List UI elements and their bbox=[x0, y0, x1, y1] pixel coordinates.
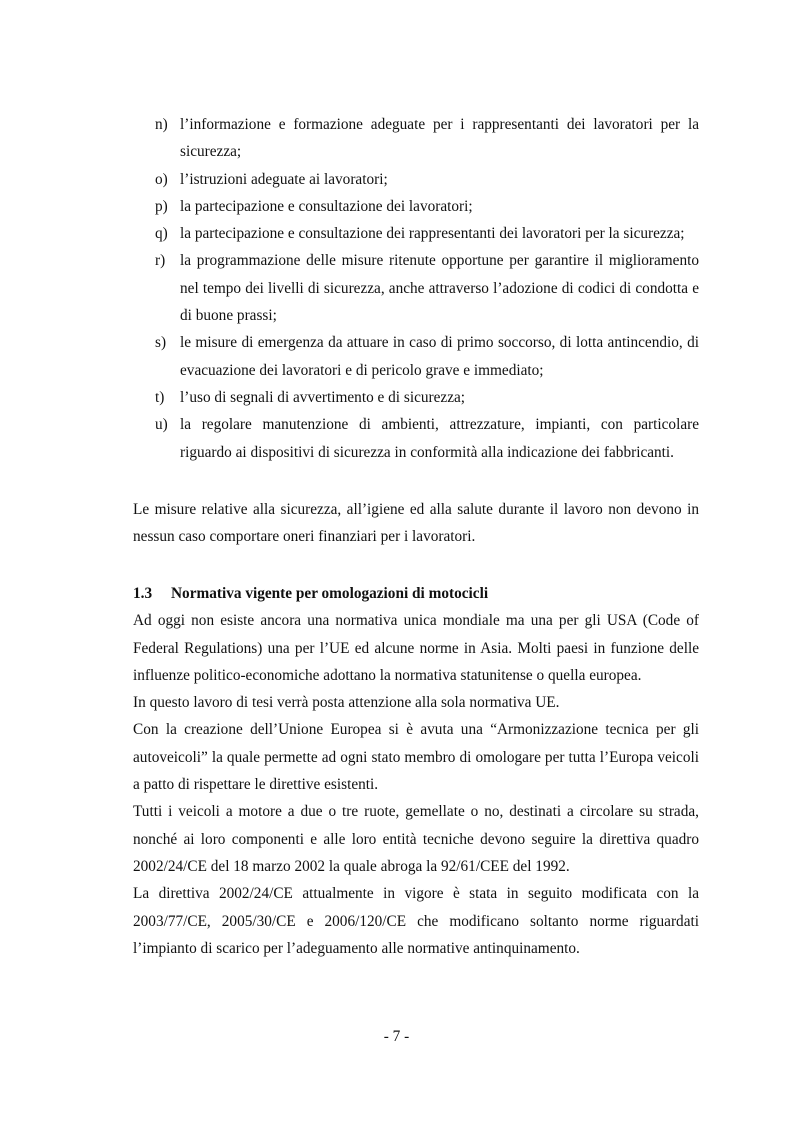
list-item bbox=[133, 166, 699, 193]
measures-list bbox=[133, 111, 699, 466]
list-item-letter: u) bbox=[155, 416, 168, 434]
section-paragraph: Con la creazione dell’Unione Europea si è avuta una “Armonizzazione tecnica per gli autoveicoli” la quale permette ad ogni stato membro di omologare per tutta l’Europa veicoli a patto di rispettare le direttive esistenti. bbox=[133, 721, 699, 794]
list-item bbox=[133, 384, 699, 411]
list-item-letter: p) bbox=[155, 197, 168, 215]
list-item-text: l’uso di segnali di avvertimento e di sicurezza; bbox=[180, 388, 466, 406]
list-item bbox=[133, 193, 699, 220]
closing-paragraph-text: Le misure relative alla sicurezza, all’igiene ed alla salute durante il lavoro non devono in nessun caso comportare oneri finanziari per i lavoratori. bbox=[133, 501, 699, 546]
section-paragraph: Tutti i veicoli a motore a due o tre ruote, gemellate o no, destinati a circolare su strada, nonché ai loro componenti e alle loro entità tecniche devono seguire la direttiva quadro 2002/24/CE del 18 marzo 2002 la quale abroga la 92/61/CEE del 1992. bbox=[133, 803, 699, 875]
list-item-text: l’informazione e formazione adeguate per i rappresentanti dei lavoratori per la sicurezza; bbox=[180, 116, 699, 161]
list-item bbox=[133, 411, 699, 466]
list-item-text: la partecipazione e consultazione dei rappresentanti dei lavoratori per la sicurezza; bbox=[180, 225, 685, 243]
section-paragraph: Ad oggi non esiste ancora una normativa unica mondiale ma una per gli USA (Code of Federal Regulations) una per l’UE ed alcune norme in Asia. Molti paesi in funzione delle influenze politico-economiche adottano la normativa statunitense o quella europea. bbox=[133, 612, 699, 684]
list-item-text: l’istruzioni adeguate ai lavoratori; bbox=[180, 170, 388, 188]
list-item bbox=[133, 220, 699, 247]
closing-paragraph bbox=[133, 496, 699, 551]
list-item-letter: n) bbox=[155, 116, 168, 133]
section-title: Normativa vigente per omologazioni di motocicli bbox=[171, 585, 489, 602]
list-item-text: la programmazione delle misure ritenute opportune per garantire il miglioramento nel tempo dei livelli di sicurezza, anche attraverso l’adozione di codici di condotta e di buone prassi; bbox=[180, 252, 699, 325]
list-item-text: la regolare manutenzione di ambienti, attrezzature, impianti, con particolare riguardo ai dispositivi di sicurezza in conformità alla indicazione dei fabbricanti. bbox=[180, 416, 699, 461]
section-paragraph: La direttiva 2002/24/CE attualmente in vigore è stata in seguito modificata con la 2003/77/CE, 2005/30/CE e 2006/120/CE che modificano soltanto norme riguardati l’impianto di scarico per l’adeguamento alle normative antinquinamento. bbox=[133, 885, 699, 957]
list-item-letter: r) bbox=[155, 252, 166, 270]
list-item-letter: t) bbox=[155, 388, 165, 406]
list-item-letter: o) bbox=[155, 170, 168, 188]
list-item bbox=[133, 329, 699, 384]
list-item bbox=[133, 247, 699, 329]
list-item-letter: q) bbox=[155, 225, 168, 243]
list-item-text: le misure di emergenza da attuare in caso di primo soccorso, di lotta antincendio, di evacuazione dei lavoratori e di pericolo grave e immediato; bbox=[180, 334, 699, 379]
section-1-3 bbox=[133, 580, 699, 962]
list-item bbox=[133, 111, 699, 166]
page-number: - 7 - bbox=[383, 1028, 410, 1045]
section-number: 1.3 bbox=[133, 585, 153, 602]
section-heading bbox=[133, 580, 699, 607]
list-item-text: la partecipazione e consultazione dei lavoratori; bbox=[180, 197, 473, 215]
section-paragraph: In questo lavoro di tesi verrà posta attenzione alla sola normativa UE. bbox=[133, 694, 560, 712]
list-item-letter: s) bbox=[155, 334, 167, 352]
